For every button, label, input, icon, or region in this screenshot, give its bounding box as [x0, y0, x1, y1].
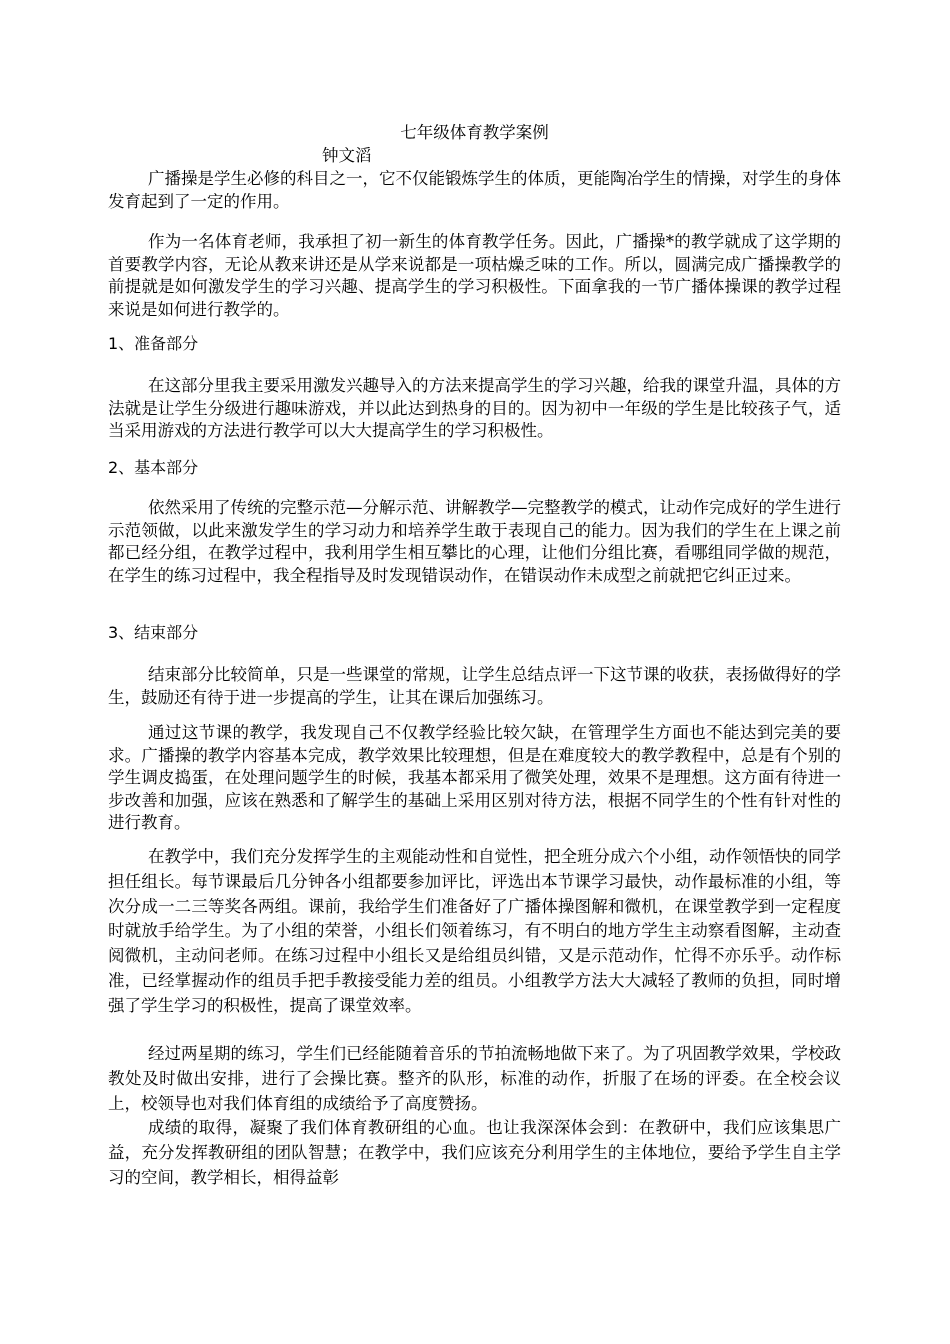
- conclusion-paragraph: 成绩的取得，凝聚了我们体育教研组的心血。也让我深深体会到：在教研中，我们应该集思广益，充分发挥教研组的团队智慧；在教学中，我们应该充分利用学生的主体地位，要给予学生自主学习的空间，教学相长，相得益彰: [108, 1118, 841, 1187]
- intro-paragraph: 广播操是学生必修的科目之一，它不仅能锻炼学生的体质，更能陶冶学生的情操，对学生的身体发育起到了一定的作用。: [108, 169, 841, 211]
- paragraph-1: 作为一名体育老师，我承担了初一新生的体育教学任务。因此，广播操*的教学就成了这学期的首要教学内容，无论从教来讲还是从学来说都是一项枯燥乏味的工作。所以，圆满完成广播操教学的前提就是如何激发学生的学习兴趣、提高学生的学习积极性。下面拿我的一节广播体操课的教学过程来说是如何进行教学的。: [108, 232, 841, 319]
- section-1-text: 在这部分里我主要采用激发兴趣导入的方法来提高学生的学习兴趣，给我的课堂升温，具体的方法就是让学生分级进行趣味游戏，并以此达到热身的目的。因为初中一年级的学生是比较孩子气，适当采用游戏的方法进行教学可以大大提高学生的学习积极性。: [108, 376, 841, 440]
- section-3-text: 结束部分比较简单，只是一些课堂的常规，让学生总结点评一下这节课的收获，表扬做得好的学生，鼓励还有待于进一步提高的学生，让其在课后加强练习。: [108, 665, 841, 707]
- document-title: 七年级体育教学案例: [400, 123, 549, 142]
- section-2-text: 依然采用了传统的完整示范—分解示范、讲解教学—完整教学的模式，让动作完成好的学生进行示范领做，以此来激发学生的学习动力和培养学生敢于表现自己的能力。因为我们的学生在上课之前都已经分组，在教学过程中，我利用学生相互攀比的心理，让他们分组比赛，看哪组同学做的规范，在学生的练习过程中，我全程指导及时发现错误动作，在错误动作未成型之前就把它纠正过来。: [108, 498, 841, 585]
- section-3-heading: 3、结束部分: [108, 623, 199, 642]
- section-2-heading: 2、基本部分: [108, 458, 199, 477]
- results-paragraph: 经过两星期的练习，学生们已经能随着音乐的节拍流畅地做下来了。为了巩固教学效果，学校政教处及时做出安排，进行了会操比赛。整齐的队形，标准的动作，折服了在场的评委。在全校会议上，校领导也对我们体育组的成绩给予了高度赞扬。: [108, 1044, 841, 1113]
- group-teaching-paragraph: 在教学中，我们充分发挥学生的主观能动性和自觉性，把全班分成六个小组，动作领悟快的同学担任组长。每节课最后几分钟各小组都要参加评比，评选出本节课学习最快，动作最标准的小组，等次分成一二三等奖各两组。课前，我给学生们准备好了广播体操图解和微机，在课堂教学到一定程度时就放手给学生。为了小组的荣誉，小组长们领着练习，有不明白的地方学生主动察看图解，主动查阅微机，主动问老师。在练习过程中小组长又是给组员纠错，又是示范动作，忙得不亦乐乎。动作标准，已经掌握动作的组员手把手教接受能力差的组员。小组教学方法大大减轻了教师的负担，同时增强了学生学习的积极性，提高了课堂效率。: [108, 847, 841, 1015]
- author-name: 钟文滔: [322, 146, 372, 165]
- reflection-paragraph: 通过这节课的教学，我发现自己不仅教学经验比较欠缺，在管理学生方面也不能达到完美的要求。广播操的教学内容基本完成，教学效果比较理想，但是在难度较大的教学教程中，总是有个别的学生调皮捣蛋，在处理问题学生的时候，我基本都采用了微笑处理，效果不是理想。这方面有待进一步改善和加强，应该在熟悉和了解学生的基础上采用区别对待方法，根据不同学生的个性有针对性的进行教育。: [108, 723, 841, 832]
- section-1-heading: 1、准备部分: [108, 334, 199, 353]
